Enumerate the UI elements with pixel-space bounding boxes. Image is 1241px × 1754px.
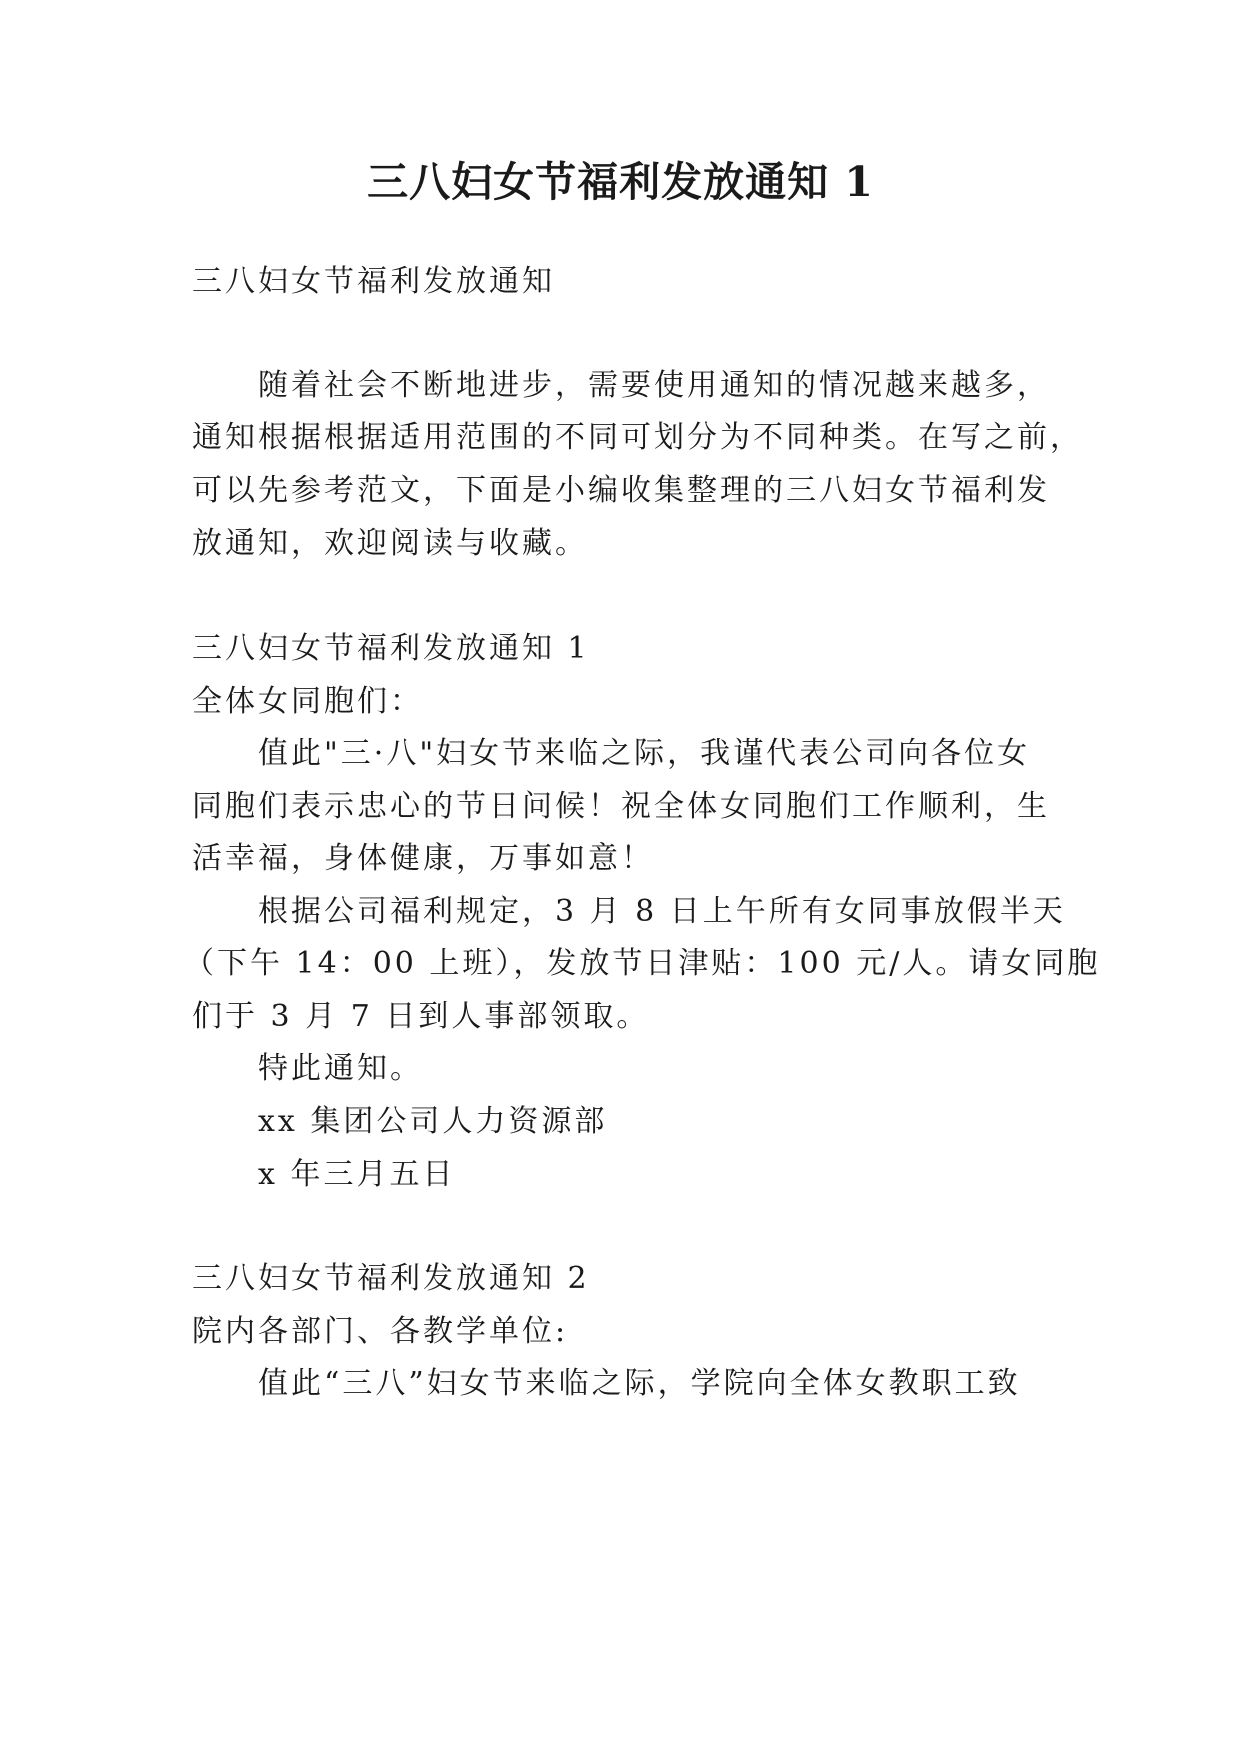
intro-line-2: 通知根据根据适用范围的不同可划分为不同种类。在写之前， (192, 420, 1083, 455)
section1-p2-line-2: （下午 14：00 上班），发放节日津贴：100 元/人。请女同胞 (184, 946, 1101, 981)
intro-line-3: 可以先参考范文，下面是小编收集整理的三八妇女节福利发 (192, 473, 1050, 508)
section1-date: x 年三月五日 (258, 1157, 456, 1192)
section1-salutation: 全体女同胞们： (192, 684, 423, 719)
section1-p1-line-2: 同胞们表示忠心的节日问候！祝全体女同胞们工作顺利，生 (192, 789, 1050, 824)
section1-p2-line-3: 们于 3 月 7 日到人事部领取。 (192, 999, 650, 1034)
intro-line-1: 随着社会不断地进步，需要使用通知的情况越来越多， (258, 368, 1050, 403)
section1-p1-line-3: 活幸福，身体健康，万事如意！ (192, 841, 654, 876)
section1-signature: xx 集团公司人力资源部 (258, 1104, 608, 1139)
section2-p1-line-1: 值此“三八”妇女节来临之际，学院向全体女教职工致 (258, 1366, 1021, 1401)
section1-closing: 特此通知。 (258, 1051, 423, 1086)
document-title: 三八妇女节福利发放通知 1 (367, 158, 874, 206)
section2-salutation: 院内各部门、各教学单位: (192, 1314, 569, 1349)
subtitle: 三八妇女节福利发放通知 (192, 264, 555, 299)
section2-heading: 三八妇女节福利发放通知 2 (192, 1261, 590, 1296)
section1-p1-line-1: 值此"三·八"妇女节来临之际，我谨代表公司向各位女 (258, 736, 1031, 771)
intro-line-4: 放通知，欢迎阅读与收藏。 (192, 526, 588, 561)
section1-heading: 三八妇女节福利发放通知 1 (192, 631, 590, 666)
section1-p2-line-1: 根据公司福利规定，3 月 8 日上午所有女同事放假半天 (258, 894, 1066, 929)
